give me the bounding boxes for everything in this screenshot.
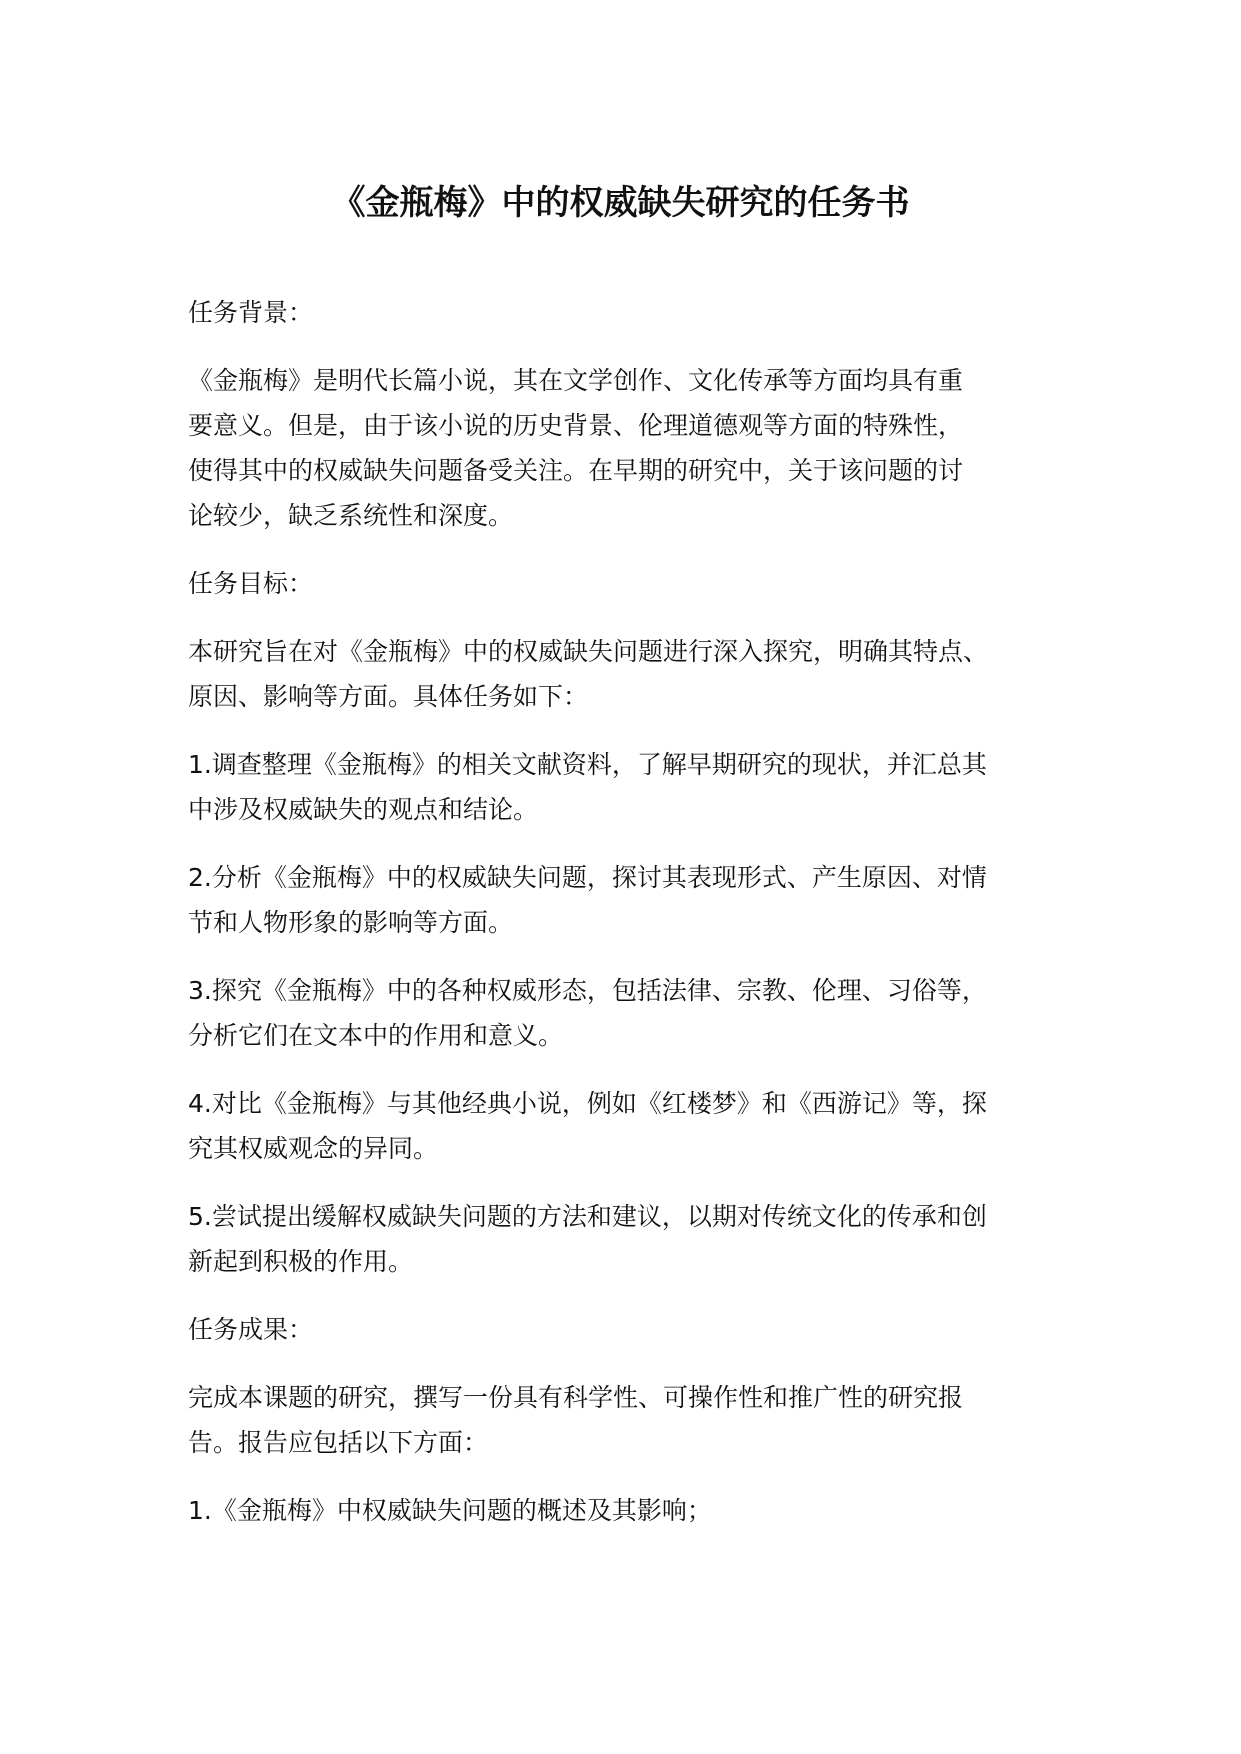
paragraph	[188, 968, 1068, 1058]
text-line: 完成本课题的研究，撰写一份具有科学性、可操作性和推广性的研究报	[188, 1383, 964, 1412]
text-line: 使得其中的权威缺失问题备受关注。在早期的研究中，关于该问题的讨	[188, 456, 964, 485]
paragraph	[188, 855, 1068, 945]
text-line: 论较少，缺乏系统性和深度。	[188, 501, 514, 530]
text-line: 5.尝试提出缓解权威缺失问题的方法和建议，以期对传统文化的传承和创	[188, 1202, 987, 1231]
text-line: 新起到积极的作用。	[188, 1247, 414, 1276]
paragraph	[188, 1488, 1068, 1533]
text-line: 3.探究《金瓶梅》中的各种权威形态，包括法律、宗教、伦理、习俗等，	[188, 976, 987, 1005]
text-line: 1.《金瓶梅》中权威缺失问题的概述及其影响；	[188, 1496, 712, 1525]
text-line: 原因、影响等方面。具体任务如下：	[188, 682, 589, 711]
text-line: 节和人物形象的影响等方面。	[188, 908, 514, 937]
text-line: 任务目标：	[188, 569, 314, 598]
text-line: 4.对比《金瓶梅》与其他经典小说，例如《红楼梦》和《西游记》等，探	[188, 1089, 987, 1118]
text-line: 《金瓶梅》是明代长篇小说，其在文学创作、文化传承等方面均具有重	[188, 366, 964, 395]
document-title: 《金瓶梅》中的权威缺失研究的任务书	[331, 183, 910, 223]
paragraph	[188, 358, 1068, 538]
text-line: 2.分析《金瓶梅》中的权威缺失问题，探讨其表现形式、产生原因、对情	[188, 863, 987, 892]
text-line: 中涉及权威缺失的观点和结论。	[188, 795, 539, 824]
paragraph	[188, 1081, 1068, 1171]
paragraph	[188, 742, 1068, 832]
text-line: 分析它们在文本中的作用和意义。	[188, 1021, 564, 1050]
paragraph	[188, 1375, 1068, 1465]
paragraph	[188, 561, 1068, 606]
paragraph	[188, 629, 1068, 719]
text-line: 告。报告应包括以下方面：	[188, 1428, 489, 1457]
text-line: 究其权威观念的异同。	[188, 1134, 439, 1163]
text-line: 任务背景：	[188, 298, 314, 327]
text-line: 1.调查整理《金瓶梅》的相关文献资料，了解早期研究的现状，并汇总其	[188, 750, 987, 779]
paragraph	[188, 1194, 1068, 1284]
paragraph	[188, 1307, 1068, 1352]
text-line: 要意义。但是，由于该小说的历史背景、伦理道德观等方面的特殊性，	[188, 411, 964, 440]
text-line: 任务成果：	[188, 1315, 314, 1344]
paragraph	[188, 290, 1068, 335]
document-body	[188, 290, 1068, 1556]
text-line: 本研究旨在对《金瓶梅》中的权威缺失问题进行深入探究，明确其特点、	[188, 637, 989, 666]
